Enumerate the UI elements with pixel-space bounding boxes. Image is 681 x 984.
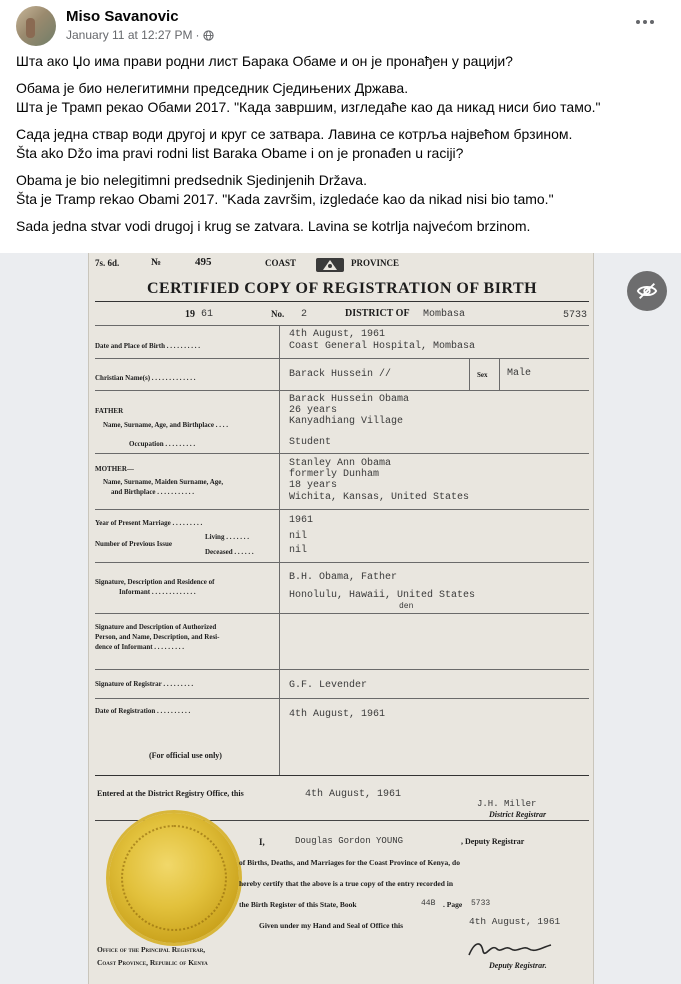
post-text (16, 52, 666, 244)
given-line: Given under my Hand and Seal of Office this (259, 921, 404, 930)
mother-age: 18 years (289, 480, 338, 491)
post-header (0, 0, 681, 50)
mother-sub-label-2: and Birthplace . . . . . . . . . . . (111, 488, 195, 496)
father-age: 26 years (289, 405, 338, 416)
christian-name: Barack Hussein // (289, 369, 392, 380)
mother-sub-label-1: Name, Surname, Maiden Surname, Age, (103, 478, 224, 486)
father-sub-label: Name, Surname, Age, and Birthplace . . . . (103, 421, 229, 429)
informant-label-1: Signature, Description and Residence of (95, 578, 215, 586)
mother-birthplace: Wichita, Kansas, United States (289, 492, 470, 503)
entered-label: Entered at the District Registry Office, this (97, 789, 244, 798)
father-birthplace: Kanyadhiang Village (289, 416, 404, 427)
official-seal (109, 813, 239, 943)
office-line-1: Office of the Principal Registrar, (97, 945, 206, 954)
coat-of-arms-icon (315, 257, 345, 273)
eye-slash-icon (636, 280, 658, 302)
official-use-label: (For official use only) (149, 751, 222, 760)
christian-name-label: Christian Name(s) . . . . . . . . . . . . . (95, 374, 196, 382)
entry-no-label: No. (271, 309, 285, 319)
authorized-label-3: dence of Informant . . . . . . . . . (95, 643, 185, 651)
post-paragraph (16, 52, 666, 71)
post-line: Šta je Tramp rekao Obami 2017. "Kada završim, izgledaće kao da nikad nisi bio tamo." (16, 191, 554, 207)
serial-number: 5733 (563, 310, 588, 321)
marriage-value: 1961 (289, 515, 314, 526)
more-options-icon (636, 20, 640, 24)
mother-maiden: formerly Dunham (289, 469, 380, 480)
entered-date: 4th August, 1961 (305, 789, 402, 800)
district-label: DISTRICT OF (345, 308, 410, 319)
deputy-i: I, (259, 837, 265, 847)
coast-label: COAST (265, 258, 297, 268)
form-number: 7s. 6d. (95, 258, 120, 268)
post-line: Шта ако Џо има прави родни лист Барака Обаме и он је пронађен у рацији? (16, 53, 513, 69)
certify-line-2: hereby certify that the above is a true copy of the entry recorded in (239, 879, 454, 888)
deceased-value: nil (289, 545, 308, 556)
province-label: PROVINCE (351, 258, 400, 268)
entry-no: 2 (301, 309, 308, 320)
meta-separator: · (195, 28, 200, 42)
living-value: nil (289, 531, 308, 542)
district-registrar-name: J.H. Miller (477, 799, 537, 809)
post-paragraph (16, 217, 666, 236)
district-value: Mombasa (423, 309, 466, 320)
globe-icon (203, 30, 214, 41)
informant-tail: den (399, 602, 414, 611)
date-place-label: Date and Place of Birth . . . . . . . . . . (95, 342, 200, 350)
hide-image-button[interactable] (627, 271, 667, 311)
birth-place: Coast General Hospital, Mombasa (289, 341, 476, 352)
given-date: 4th August, 1961 (469, 916, 561, 927)
post-meta (66, 28, 214, 42)
deputy-signature-title: Deputy Registrar. (489, 961, 547, 970)
sex-label: Sex (477, 371, 488, 379)
previous-issue-label: Number of Previous Issue (95, 540, 172, 548)
occupation-value: Student (289, 437, 332, 448)
mother-name: Stanley Ann Obama (289, 458, 392, 469)
father-name: Barack Hussein Obama (289, 394, 410, 405)
father-label: FATHER (95, 407, 124, 415)
author-name[interactable]: Miso Savanovic (66, 8, 179, 25)
post-paragraph (16, 171, 666, 209)
sex-value: Male (507, 368, 532, 379)
year-prefix: 19 (185, 309, 195, 320)
deputy-signature (465, 937, 555, 963)
birth-certificate (88, 253, 594, 984)
living-label: Living . . . . . . . (205, 533, 249, 541)
birth-date: 4th August, 1961 (289, 329, 386, 340)
registration-date-label: Date of Registration . . . . . . . . . . (95, 707, 191, 715)
page-label: . Page (443, 900, 463, 909)
office-line-2: Coast Province, Republic of Kenya (97, 958, 208, 967)
certificate-number: 495 (195, 256, 212, 268)
post-line: Šta ako Džo ima pravi rodni list Baraka Obame i on je pronađen u raciji? (16, 145, 464, 161)
post-line: Sada jedna stvar vodi drugoj i krug se zatvara. Lavina se kotrlja najvećom brzinom. (16, 218, 531, 234)
informant-value-2: Honolulu, Hawaii, United States (289, 590, 476, 601)
authorized-label-2: Person, and Name, Description, and Resi- (95, 633, 220, 641)
deputy-title: , Deputy Registrar (461, 837, 525, 846)
page-number: 5733 (471, 899, 491, 908)
post-line: Обама је био нелегитимни председник Сједињених Држава. (16, 80, 409, 96)
occupation-label: Occupation . . . . . . . . . (129, 440, 196, 448)
certify-line-3: the Birth Register of this State, Book (239, 900, 357, 909)
registrar-signature: G.F. Levender (289, 680, 368, 691)
certify-line-1: of Births, Deaths, and Marriages for the Coast Province of Kenya, do (239, 858, 460, 867)
deceased-label: Deceased . . . . . . (205, 548, 254, 556)
post-line: Сада једна ствар води другој и круг се затвара. Лавина се котрља највећом брзином. (16, 126, 573, 142)
district-registrar-title: District Registrar (489, 810, 547, 819)
post-image[interactable] (0, 253, 681, 984)
post-timestamp[interactable]: January 11 at 12:27 PM (66, 28, 193, 42)
marriage-label: Year of Present Marriage . . . . . . . . . (95, 519, 203, 527)
registrar-signature-label: Signature of Registrar . . . . . . . . . (95, 680, 194, 688)
year-suffix: 61 (201, 309, 214, 320)
authorized-label-1: Signature and Description of Authorized (95, 623, 217, 631)
certificate-title: CERTIFIED COPY OF REGISTRATION OF BIRTH (146, 280, 538, 297)
mother-label: MOTHER— (95, 465, 134, 473)
post-paragraph (16, 79, 666, 117)
informant-label-2: Informant . . . . . . . . . . . . . (119, 588, 196, 596)
avatar[interactable] (16, 6, 56, 46)
informant-value-1: B.H. Obama, Father (289, 572, 398, 583)
post-line: Шта је Трамп рекао Обами 2017. "Када завршим, изгледаће као да никад ниси био тамо." (16, 99, 601, 115)
post-paragraph (16, 125, 666, 163)
post-line: Obama je bio nelegitimni predsednik Sjedinjenih Država. (16, 172, 367, 188)
registration-date: 4th August, 1961 (289, 709, 386, 720)
deputy-name: Douglas Gordon YOUNG (295, 836, 404, 846)
more-options-button[interactable] (631, 12, 659, 32)
book-number: 44B (421, 899, 436, 908)
number-label: № (151, 257, 162, 268)
